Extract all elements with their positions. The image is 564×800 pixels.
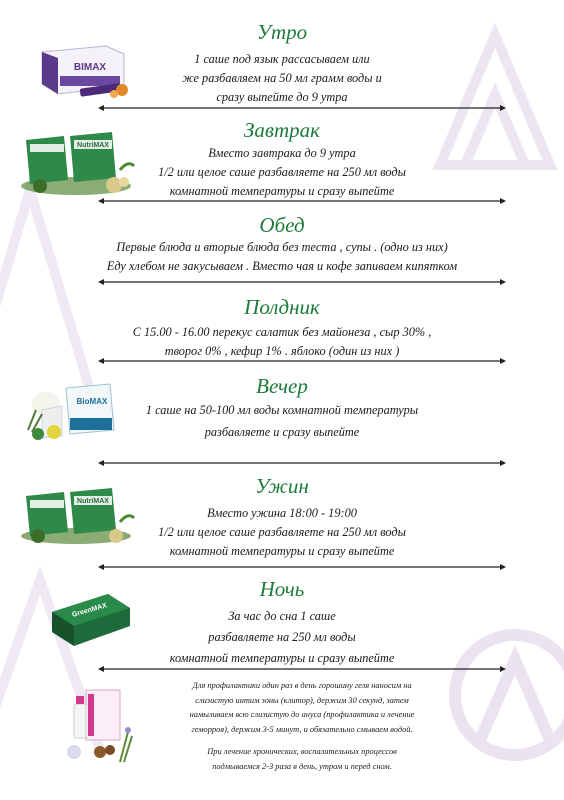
section-title: Ужин	[255, 474, 309, 498]
nutrimax-product-image	[16, 130, 136, 196]
section-title: Ночь	[259, 577, 305, 601]
section-line: Еду хлебом не закусываем . Вместо чая и кофе запиваем кипятком	[106, 259, 458, 273]
section-line: комнатной температуры и сразу выпейте	[169, 651, 395, 665]
section-line: 1 саше под язык рассасываем или	[194, 52, 370, 66]
section-line: же разбавляем на 50 мл грамм воды и	[182, 71, 382, 85]
product-label: NutriMAX	[77, 498, 109, 505]
footer-line: геморроя), держим 3-5 минут, и обязательно смываем водой.	[191, 724, 413, 734]
footer-line: намыливаем всю слизистую до ануса (профилактика и лечение	[189, 710, 415, 719]
section-line: С 15.00 - 16.00 перекус салатик без майонеза , сыр 30% ,	[132, 325, 432, 339]
section-divider	[98, 562, 506, 572]
section-lunch	[0, 213, 564, 276]
nutrimax-product-image-2	[16, 486, 136, 546]
footer-line: слизистую интим зоны (клитор), держим 30 секунд, затем	[195, 695, 409, 705]
footer-line: При лечение хронических, воспалительных процессов	[207, 747, 397, 756]
footer-line: Для профилактики один раз в день горошину геля наносим на	[192, 681, 412, 690]
section-title: Полдник	[244, 295, 320, 319]
biomax-product-image	[26, 380, 122, 442]
section-divider	[98, 103, 506, 113]
section-line: комнатной температуры и сразу выпейте	[169, 184, 395, 198]
product-label: BioMAX	[76, 397, 108, 406]
product-label: NutriMAX	[77, 142, 109, 149]
footer-line: подмываемся 2-3 раза в день, утром и перед сном.	[212, 761, 392, 771]
gel-product-image	[64, 686, 136, 766]
greenmax-product-image	[46, 590, 132, 650]
section-title: Вечер	[256, 374, 308, 398]
section-line: комнатной температуры и сразу выпейте	[169, 544, 395, 558]
section-afternoon-snack	[0, 295, 564, 361]
section-line: За час до сна 1 саше	[228, 609, 336, 623]
bimax-product-image	[36, 40, 136, 100]
section-line: разбавляете и сразу выпейте	[204, 425, 360, 439]
section-divider	[98, 458, 506, 468]
section-line: 1/2 или целое саше разбавляете на 250 мл воды	[158, 165, 406, 179]
section-divider	[98, 196, 506, 206]
section-line: Вместо ужина 18:00 - 19:00	[207, 506, 357, 520]
section-title: Завтрак	[243, 118, 320, 142]
section-line: Первые блюда и вторые блюда без теста , супы . (одно из них)	[116, 240, 448, 254]
section-line: разбавляете на 250 мл воды	[208, 630, 356, 644]
section-line: 1/2 или целое саше разбавляете на 250 мл воды	[158, 525, 406, 539]
section-line: Вместо завтрака до 9 утра	[208, 146, 356, 160]
section-line: творог 0% , кефир 1% . яблоко (один из них )	[164, 344, 400, 358]
section-line: сразу выпейте до 9 утра	[216, 90, 348, 104]
section-title: Обед	[259, 213, 305, 237]
section-line: 1 саше на 50-100 мл воды комнатной температуры	[145, 403, 419, 417]
product-label: GreenMAX	[71, 602, 108, 619]
section-divider	[98, 277, 506, 287]
product-label: BIMAX	[73, 62, 107, 73]
section-divider	[98, 664, 506, 674]
section-title: Утро	[256, 20, 308, 44]
section-divider	[98, 356, 506, 366]
